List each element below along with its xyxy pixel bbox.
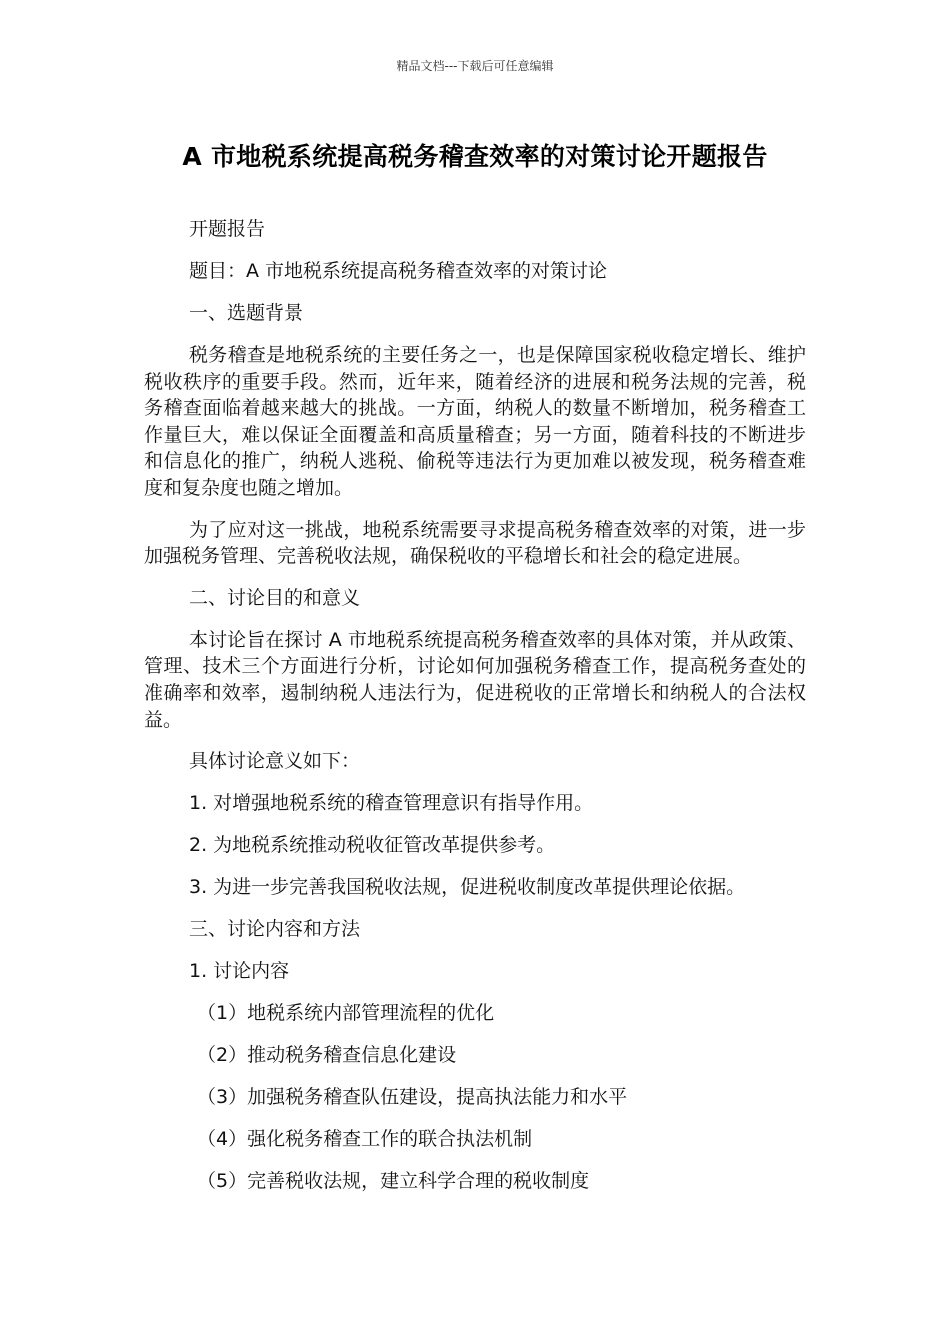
significance-intro: 具体讨论意义如下： <box>189 750 361 773</box>
document-body <box>144 216 806 1210</box>
content-item-3: （3）加强税务稽查队伍建设，提高执法能力和水平 <box>197 1086 628 1109</box>
paragraph-background-1: 税务稽查是地税系统的主要任务之一，也是保障国家税收稳定增长、维护税收秩序的重要手段。然而，近年来，随着经济的进展和税务法规的完善，税务稽查面临着越来越大的挑战。一方面，纳税人的数量不断增加，税务稽查工作量巨大，难以保证全面覆盖和高质量稽查；另一方面，随着科技的不断进步和信息化的推广，纳税人逃税、偷税等违法行为更加难以被发现，税务稽查难度和复杂度也随之增加。 <box>144 344 806 499</box>
section-heading-background: 一、选题背景 <box>189 302 304 324</box>
section-heading-purpose: 二、讨论目的和意义 <box>189 586 361 609</box>
header-note: 精品文档---下载后可任意编辑 <box>396 59 554 73</box>
significance-item-1: 1. 对增强地税系统的稽查管理意识有指导作用。 <box>189 792 594 815</box>
report-label: 开题报告 <box>189 218 266 240</box>
section-heading-content-method: 三、讨论内容和方法 <box>189 918 361 941</box>
document-title: A 市地税系统提高税务稽查效率的对策讨论开题报告 <box>182 142 768 171</box>
significance-item-3: 3. 为进一步完善我国税收法规，促进税收制度改革提供理论依据。 <box>189 876 746 899</box>
content-subheading: 1. 讨论内容 <box>189 960 290 983</box>
content-item-2: （2）推动税务稽查信息化建设 <box>197 1044 457 1067</box>
content-item-4: （4）强化税务稽查工作的联合执法机制 <box>197 1128 533 1151</box>
content-item-5: （5）完善税收法规，建立科学合理的税收制度 <box>197 1170 590 1193</box>
content-item-1: （1）地税系统内部管理流程的优化 <box>197 1002 495 1025</box>
paragraph-purpose: 本讨论旨在探讨 A 市地税系统提高税务稽查效率的具体对策，并从政策、管理、技术三个方面进行分析，讨论如何加强税务稽查工作，提高税务查处的准确率和效率，遏制纳税人违法行为，促进税收的正常增长和纳税人的合法权益。 <box>144 628 806 731</box>
paragraph-background-2: 为了应对这一挑战，地税系统需要寻求提高税务稽查效率的对策，进一步加强税务管理、完善税收法规，确保税收的平稳增长和社会的稳定进展。 <box>144 518 806 568</box>
significance-item-2: 2. 为地税系统推动税收征管改革提供参考。 <box>189 834 556 857</box>
topic-line: 题目：A 市地税系统提高税务稽查效率的对策讨论 <box>189 260 608 282</box>
